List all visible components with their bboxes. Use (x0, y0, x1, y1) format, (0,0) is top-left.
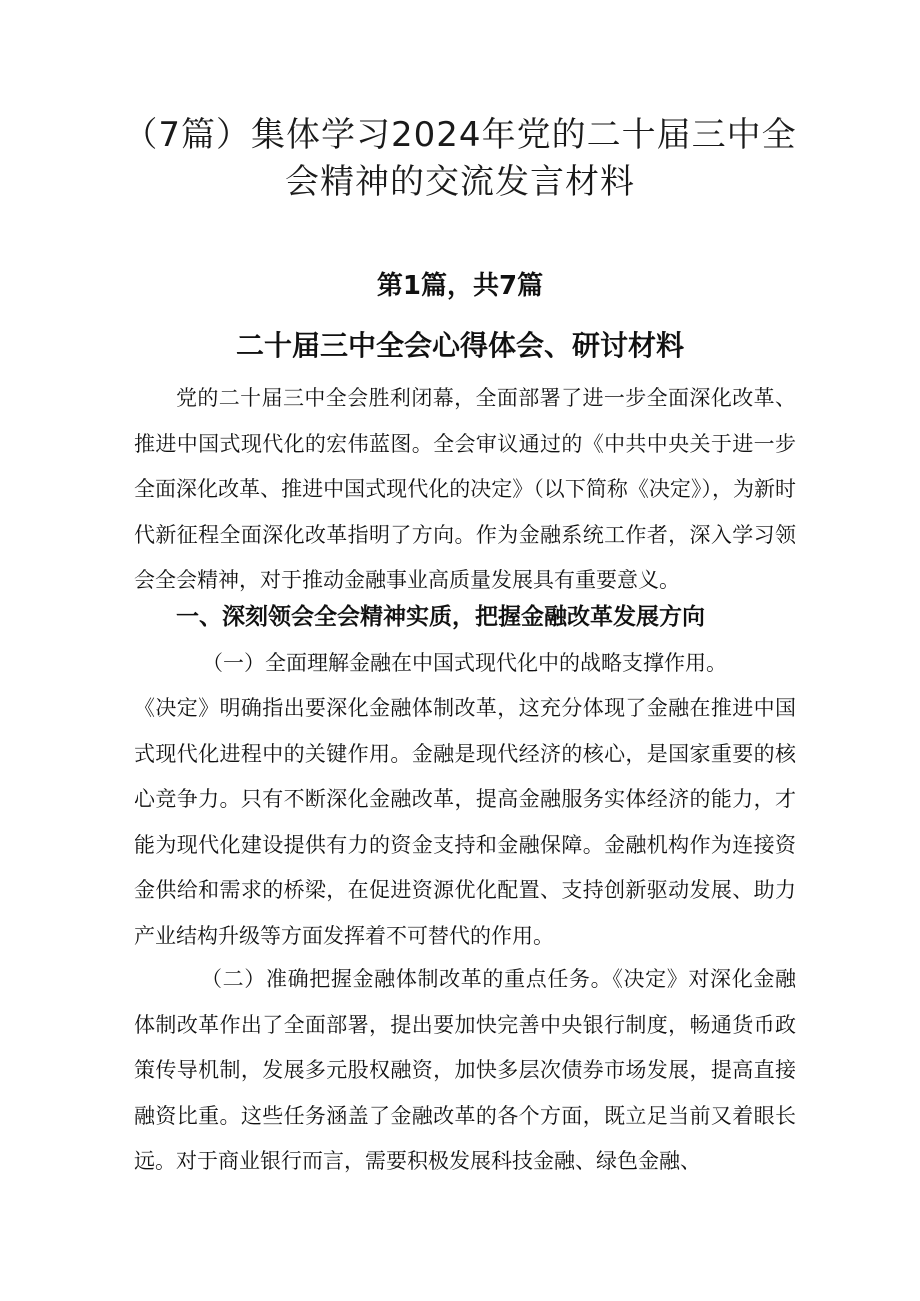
part-label: 第1篇，共7篇 (376, 271, 544, 301)
section-1-heading: 一、深刻领会全会精神实质，把握金融改革发展方向 (176, 604, 705, 630)
body-paragraph-3: （二）准确把握金融体制改革的重点任务。《决定》对深化金融体制改革作出了全面部署，提出要加快完善中央银行制度，畅通货币政策传导机制，发展多元股权融资，加快多层次债券市场发展，提高直接融资比重。这些任务涵盖了金融改革的各个方面，既立足当前又着眼长远。对于商业银行而言，需要积极发展科技金融、绿色金融、 (134, 967, 796, 1173)
document-title (0, 112, 920, 206)
article-subtitle: 二十届三中全会心得体会、研讨材料 (235, 329, 684, 362)
document-title-line-2: 会精神的交流发言材料 (285, 162, 635, 202)
document-title-line-1: （7篇）集体学习2024年党的二十届三中全 (123, 115, 797, 155)
section-1-subheading-1: （一）全面理解金融在中国式现代化中的战略支撑作用。 (202, 651, 727, 675)
intro-paragraph: 党的二十届三中全会胜利闭幕，全面部署了进一步全面深化改革、推进中国式现代化的宏伟蓝图。全会审议通过的《中共中央关于进一步全面深化改革、推进中国式现代化的决定》（以下简称《决定》），为新时代新征程全面深化改革指明了方向。作为金融系统工作者，深入学习领会全会精神，对于推动金融事业高质量发展具有重要意义。 (134, 386, 796, 592)
body-paragraph-2: 《决定》明确指出要深化金融体制改革，这充分体现了金融在推进中国式现代化进程中的关键作用。金融是现代经济的核心，是国家重要的核心竞争力。只有不断深化金融改革，提高金融服务实体经济的能力，才能为现代化建设提供有力的资金支持和金融保障。金融机构作为连接资金供给和需求的桥梁，在促进资源优化配置、支持创新驱动发展、助力产业结构升级等方面发挥着不可替代的作用。 (134, 696, 796, 948)
